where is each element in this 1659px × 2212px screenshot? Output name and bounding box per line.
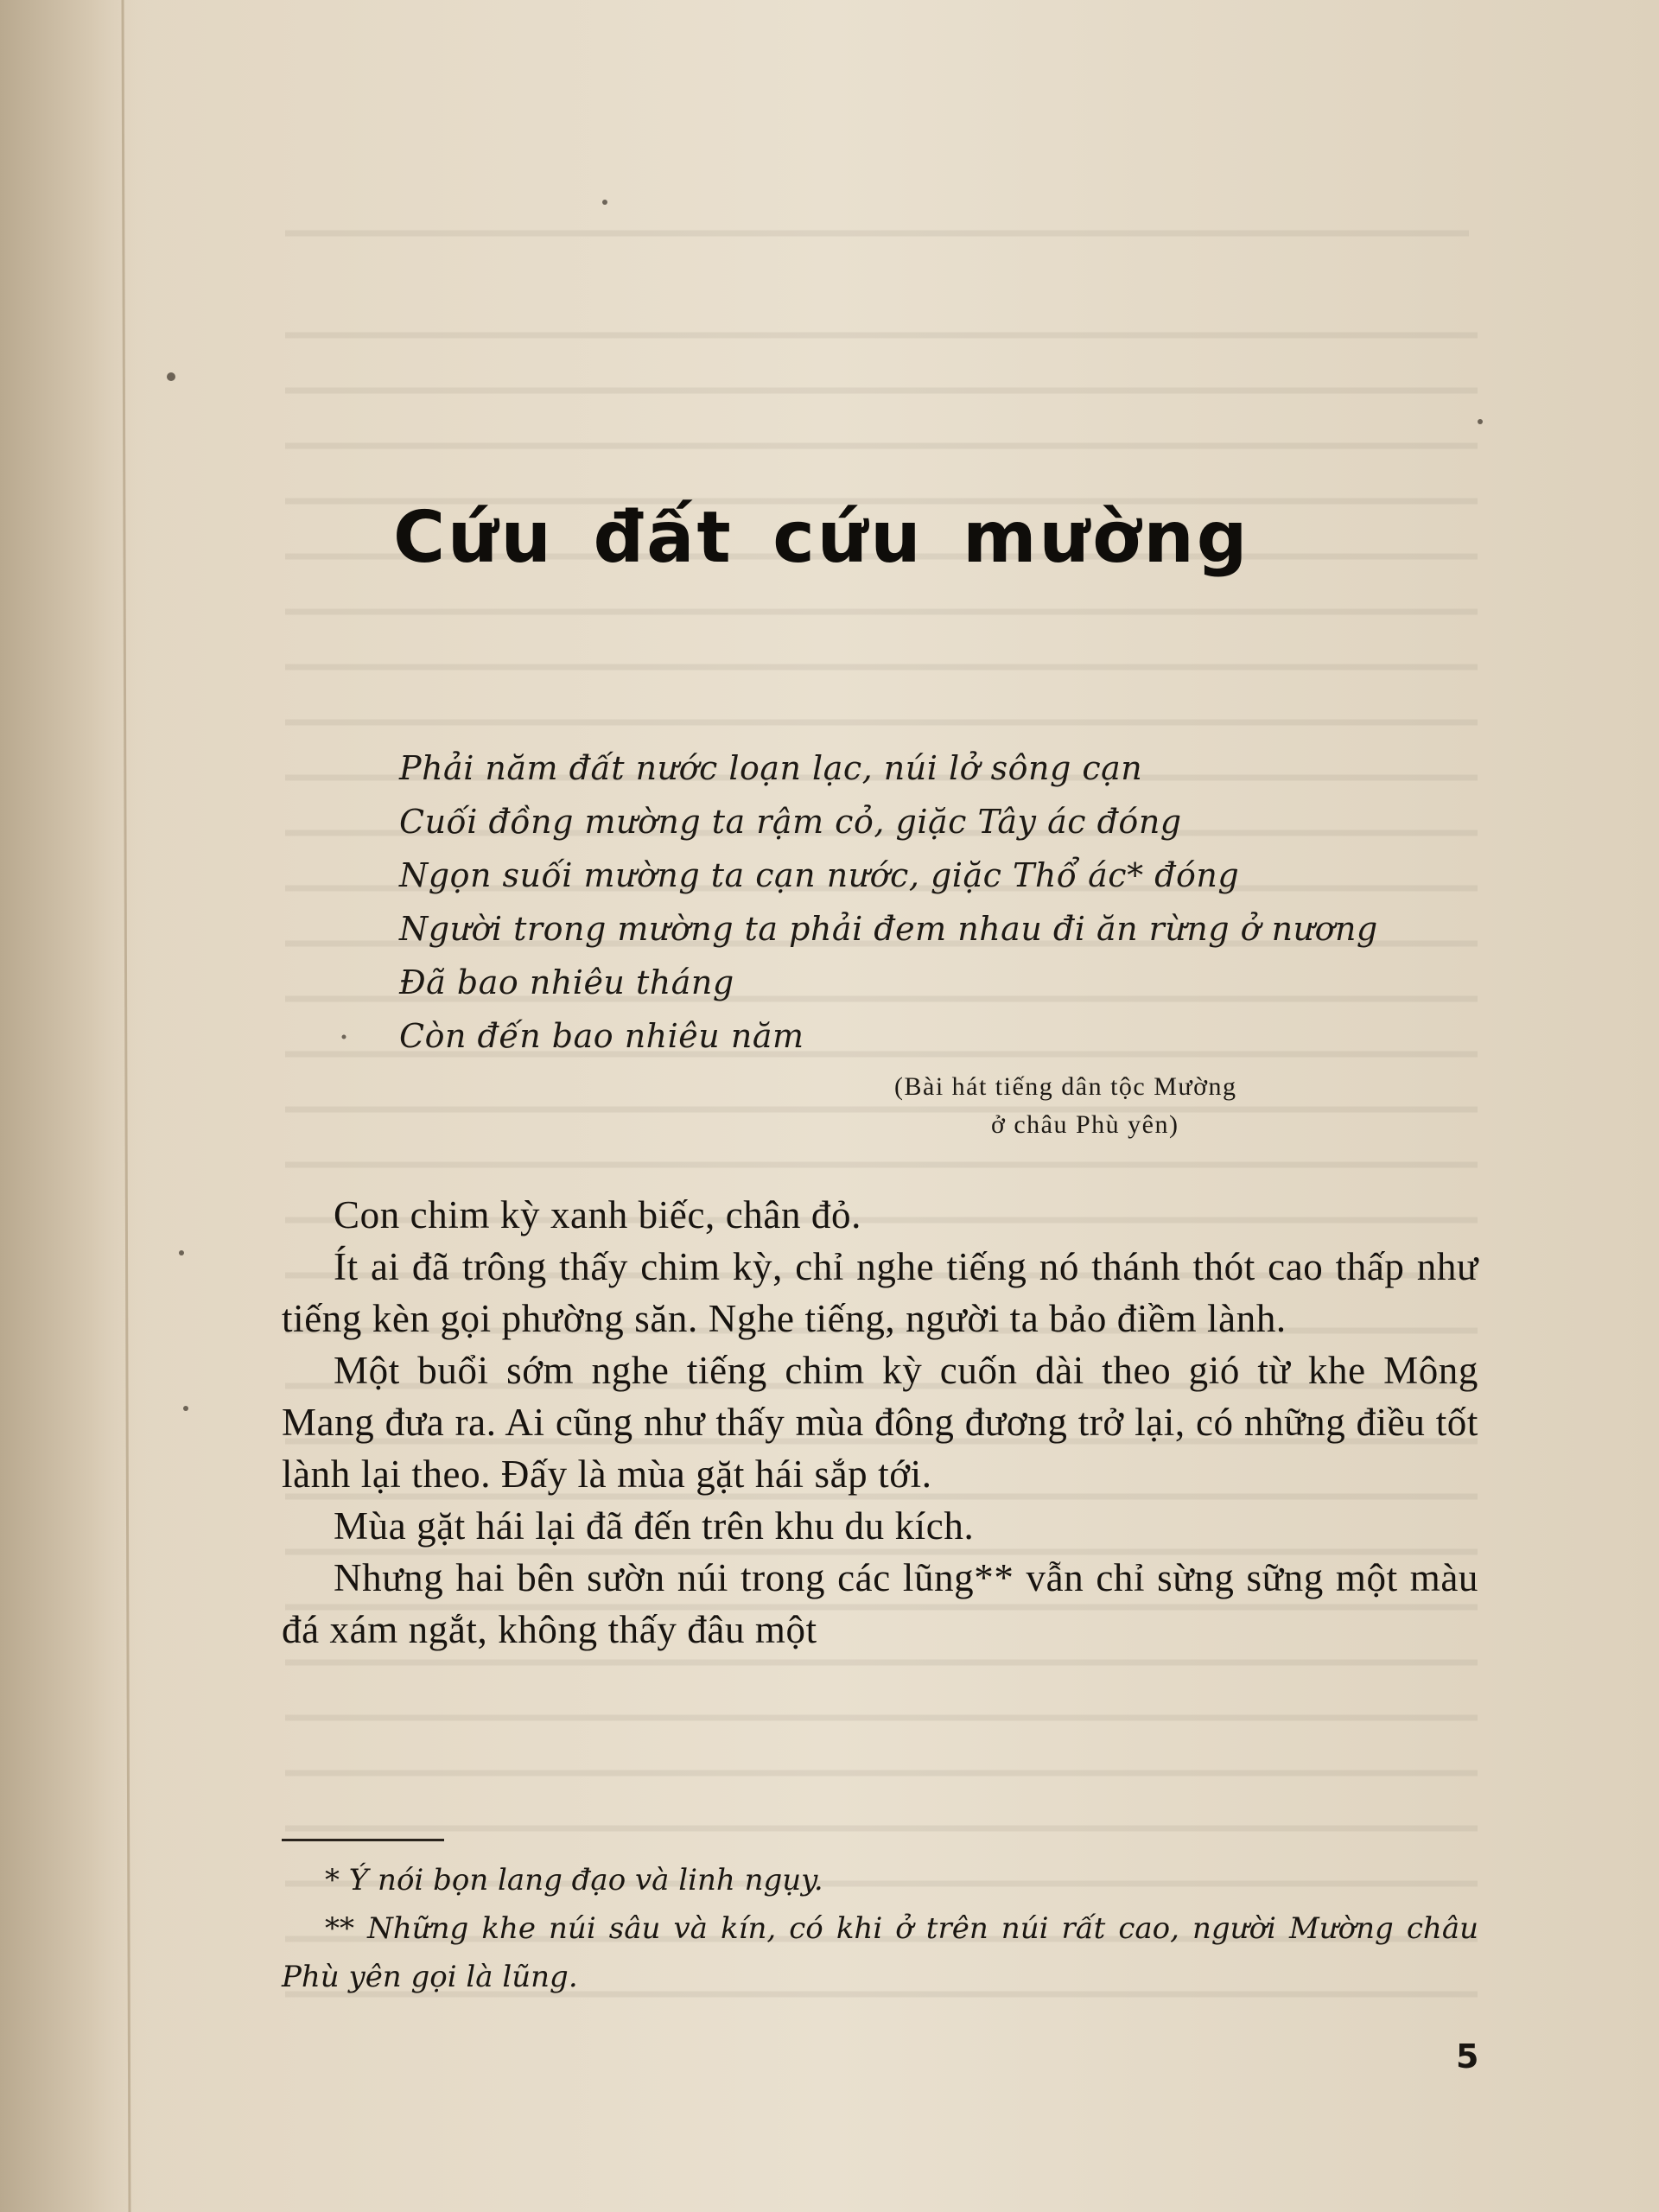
footnote: ** Những khe núi sâu và kín, có khi ở trên núi rất cao, người Mường châu Phù yên gọi là lũng. [282,1911,1478,1994]
footnote-divider [282,1839,444,1841]
footnotes [282,1856,1478,2001]
footnote: * Ý nói bọn lang đạo và linh ngụy. [325,1863,823,1897]
poem-line: Còn đến bao nhiêu năm [399,1017,804,1055]
paragraph: Nhưng hai bên sườn núi trong các lũng** vẫn chỉ sừng sững một màu đá xám ngắt, không thấy đâu một [282,1556,1478,1651]
epigraph-poem [399,741,1522,1063]
poem-source-line: (Bài hát tiếng dân tộc Mường [894,1072,1237,1101]
paragraph: Mùa gặt hái lại đã đến trên khu du kích. [334,1504,975,1548]
chapter-title: Cứu đất cứu mường [393,497,1250,579]
body-text [282,1189,1478,1656]
poem-line: Đã bao nhiêu tháng [399,963,734,1001]
poem-line: Ngọn suối mường ta cạn nước, giặc Thổ ác* đóng [399,856,1240,894]
paragraph: Con chim kỳ xanh biếc, chân đỏ. [334,1193,861,1236]
poem-line: Phải năm đất nước loạn lạc, núi lở sông cạn [399,749,1143,787]
page-number: 5 [1456,2037,1479,2075]
paragraph: Ít ai đã trông thấy chim kỳ, chỉ nghe tiếng nó thánh thót cao thấp như tiếng kèn gọi phường săn. Nghe tiếng, người ta bảo điềm lành. [282,1245,1478,1340]
poem-source [894,1068,1413,1144]
paragraph: Một buổi sớm nghe tiếng chim kỳ cuốn dài theo gió từ khe Mông Mang đưa ra. Ai cũng như thấy mùa đông đương trở lại, có những điều tốt lành lại theo. Đấy là mùa gặt hái sắp tới. [282,1349,1478,1496]
poem-source-line: ở châu Phù yên) [991,1110,1179,1139]
poem-line: Cuối đồng mường ta rậm cỏ, giặc Tây ác đóng [399,803,1182,841]
poem-line: Người trong mường ta phải đem nhau đi ăn rừng ở nương [399,910,1378,948]
